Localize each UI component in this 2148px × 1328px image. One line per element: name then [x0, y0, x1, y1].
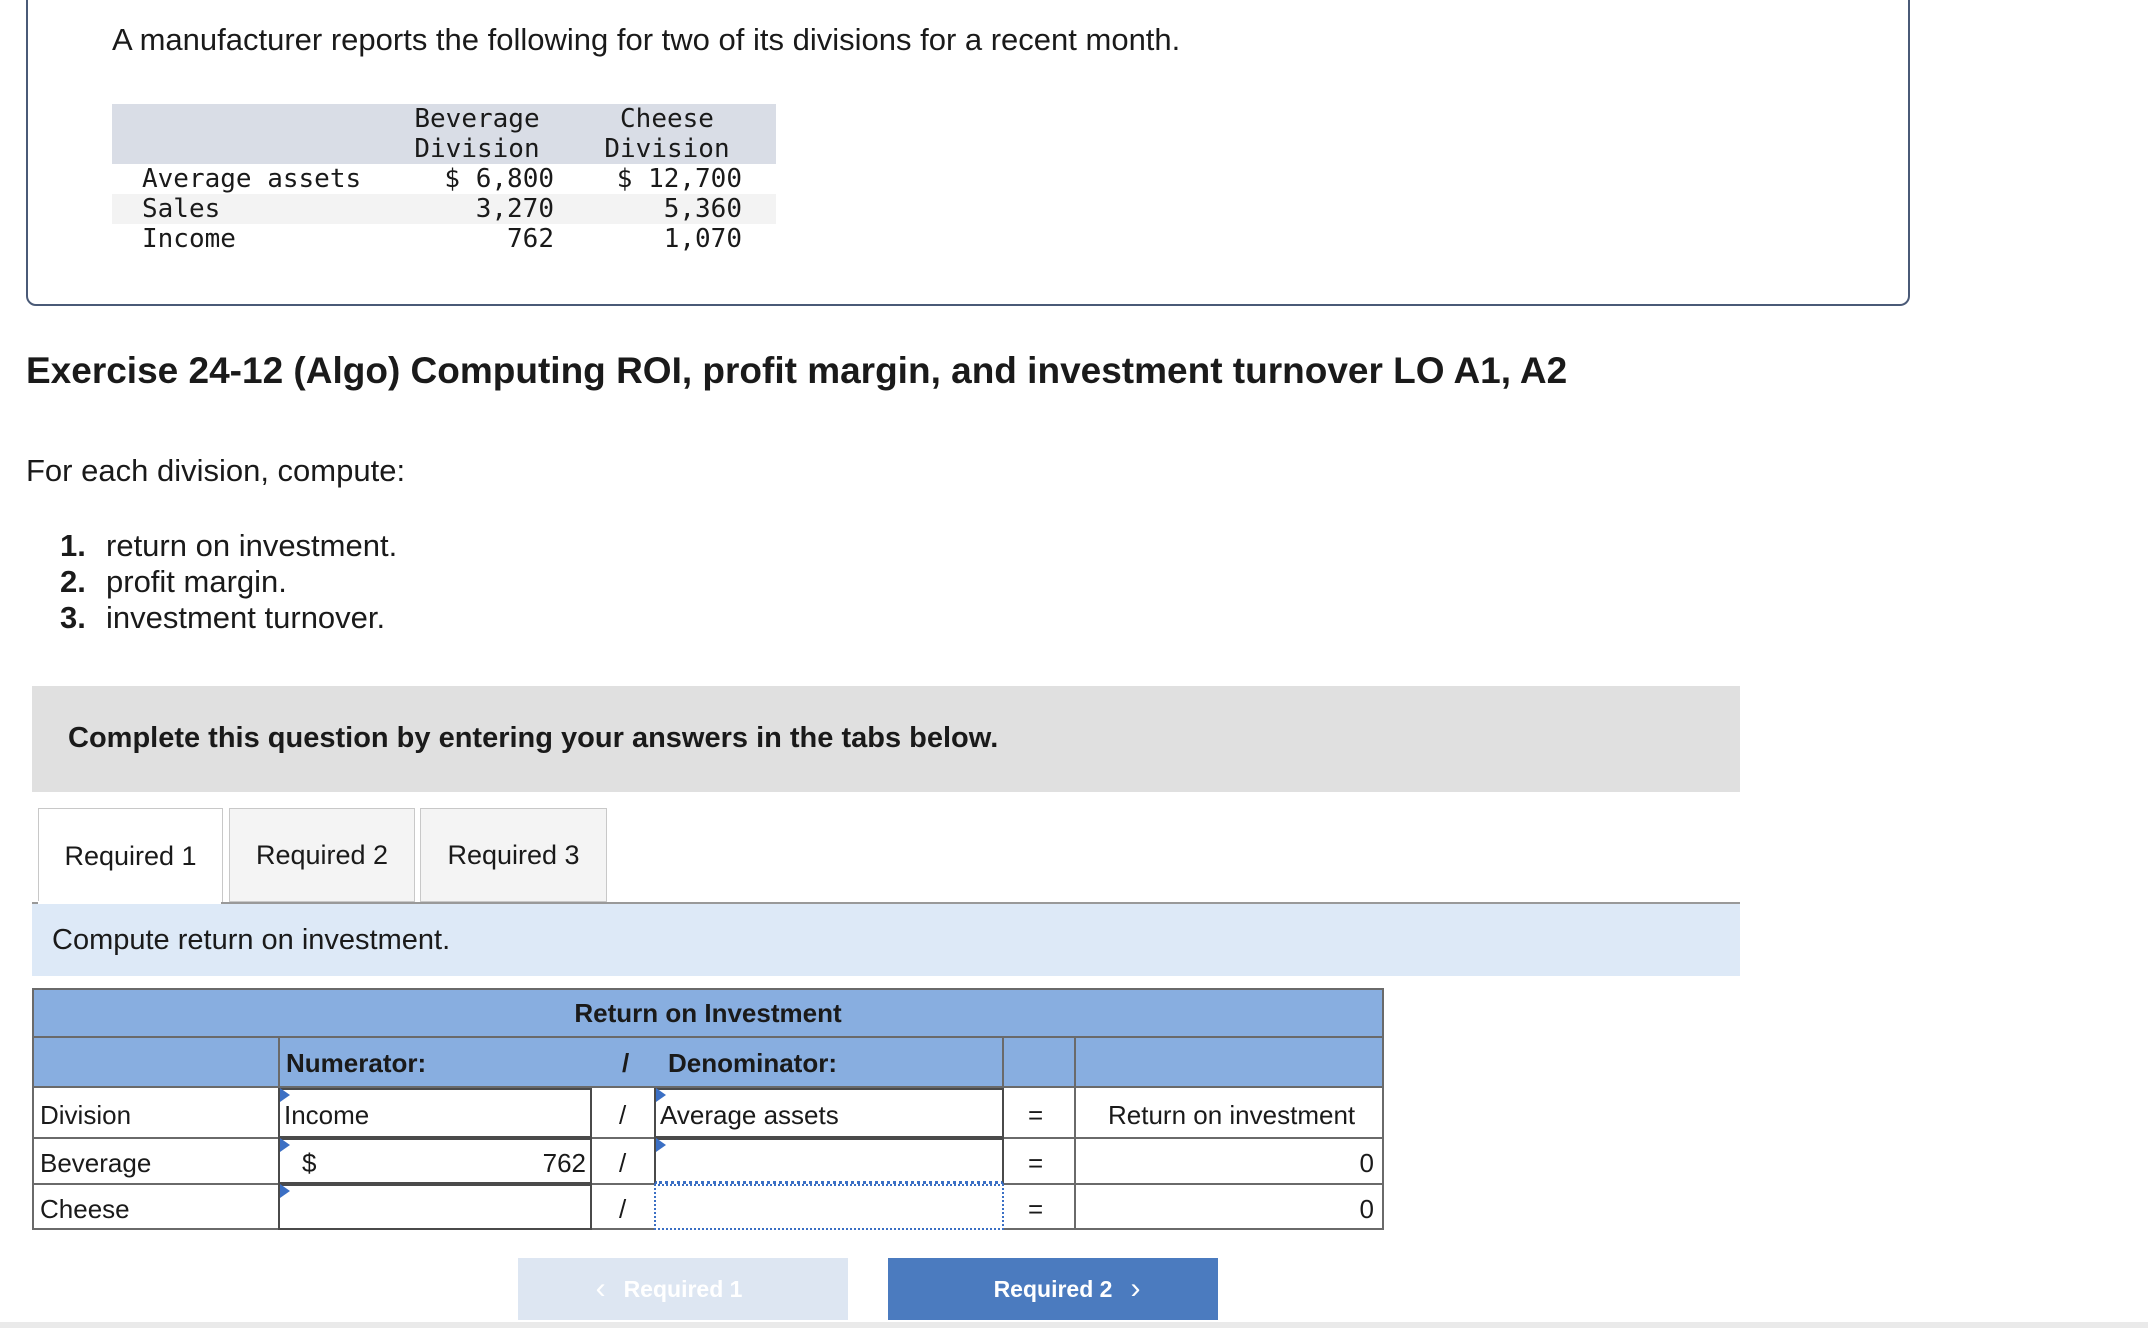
list-item: 1. return on investment.	[60, 528, 398, 563]
row-label: Income	[142, 224, 236, 254]
beverage-value: 762	[507, 224, 554, 254]
exercise-title: Exercise 24-12 (Algo) Computing ROI, profit margin, and investment turnover LO A1, A2	[26, 350, 1568, 391]
row-income	[112, 224, 776, 254]
list-item: 2. profit margin.	[60, 564, 287, 599]
cheese-value: $ 12,700	[616, 164, 742, 194]
next-required-button[interactable]	[888, 1258, 1218, 1320]
numerator-header: Numerator:	[286, 1048, 427, 1078]
row-average-assets	[112, 164, 776, 194]
roi-table-title: Return on Investment	[32, 988, 1384, 1038]
slash: /	[619, 1194, 627, 1224]
equals-sign: =	[1028, 1194, 1044, 1224]
cheese-roi-result: 0	[1359, 1194, 1374, 1224]
next-button-label: Required 2	[993, 1275, 1113, 1302]
denominator-label-field[interactable]: Average assets	[654, 1088, 1004, 1138]
numerator-value: 762	[542, 1148, 586, 1178]
cheese-value: 1,070	[663, 224, 742, 254]
division-cheese: Cheese	[40, 1194, 130, 1224]
prompt-text: Compute return on investment.	[52, 924, 451, 956]
beverage-roi-result: 0	[1359, 1148, 1374, 1178]
complete-question-text: Complete this question by entering your answers in the tabs below.	[68, 722, 999, 754]
dropdown-marker-icon	[656, 1088, 666, 1102]
division-data-table	[112, 104, 776, 254]
equals-sign: =	[1028, 1100, 1044, 1130]
beverage-value: 3,270	[475, 194, 554, 224]
dropdown-marker-icon	[280, 1184, 290, 1198]
list-item: 3. investment turnover.	[60, 600, 386, 635]
requirements-list	[60, 528, 397, 636]
dropdown-marker-icon	[656, 1138, 666, 1152]
intro-text: A manufacturer reports the following for two of its divisions for a recent month.	[112, 22, 1181, 57]
beverage-numerator-input[interactable]	[278, 1138, 592, 1184]
numerator-label-field[interactable]: Income	[278, 1088, 592, 1138]
prompt-bar	[32, 904, 1740, 976]
roi-table-header	[32, 1038, 1384, 1088]
division-beverage: Beverage	[40, 1148, 152, 1178]
beverage-denominator-input[interactable]	[654, 1138, 1004, 1184]
row-sales	[112, 194, 776, 224]
page-bottom-border	[0, 1322, 2148, 1328]
row-label: Average assets	[142, 164, 362, 194]
header-beverage-division: Beverage Division	[414, 104, 540, 164]
beverage-value: $ 6,800	[444, 164, 554, 194]
dropdown-marker-icon	[280, 1138, 290, 1152]
result-label: Return on investment	[1108, 1100, 1356, 1130]
cheese-numerator-input[interactable]	[278, 1184, 592, 1230]
currency-symbol: $	[302, 1148, 317, 1178]
division-table-header	[112, 104, 776, 164]
equals-sign: =	[1028, 1148, 1044, 1178]
dropdown-marker-icon	[280, 1088, 290, 1102]
division-label: Division	[40, 1100, 132, 1130]
tab-required-3[interactable]: Required 3	[420, 808, 607, 902]
row-label: Sales	[142, 194, 221, 224]
slash: /	[619, 1148, 627, 1178]
exercise-instruction: For each division, compute:	[26, 453, 406, 488]
denominator-header: Denominator:	[668, 1048, 837, 1078]
slash-header: /	[622, 1048, 630, 1078]
complete-question-bar	[32, 686, 1740, 792]
prev-required-button	[518, 1258, 848, 1320]
tab-required-1[interactable]: Required 1	[38, 808, 223, 904]
cheese-value: 5,360	[663, 194, 742, 224]
tab-required-2[interactable]: Required 2	[229, 808, 415, 902]
slash: /	[619, 1100, 627, 1130]
chevron-right-icon: ›	[1130, 1272, 1141, 1305]
chevron-left-icon: ‹	[595, 1272, 606, 1305]
header-cheese-division: Cheese Division	[604, 104, 730, 164]
roi-table-body	[32, 1088, 1384, 1230]
prev-button-label: Required 1	[623, 1275, 743, 1302]
cheese-denominator-input[interactable]	[654, 1184, 1004, 1230]
